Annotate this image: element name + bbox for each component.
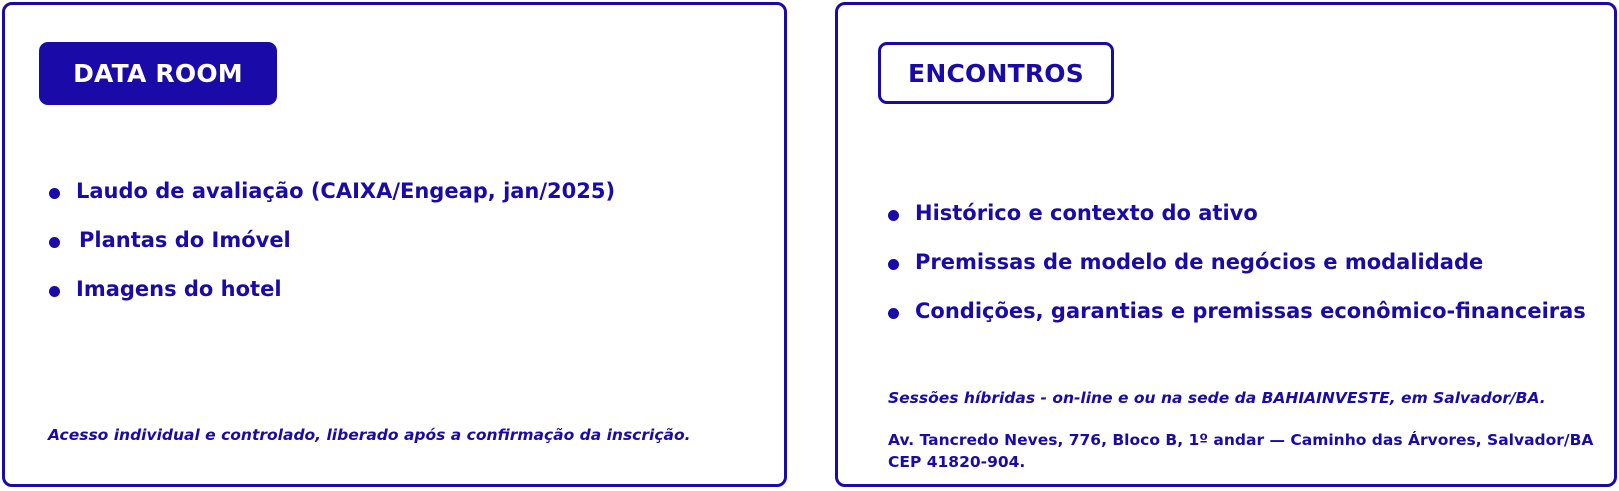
postal-code: CEP 41820-904. bbox=[888, 453, 1026, 471]
bullet-icon bbox=[49, 286, 60, 297]
sessions-note: Sessões híbridas - on-line e ou na sede da BAHIAINVESTE, em Salvador/BA. bbox=[888, 389, 1546, 407]
address-line: Av. Tancredo Neves, 776, Bloco B, 1º andar — Caminho das Árvores, Salvador/BA bbox=[888, 431, 1594, 449]
list-item-label: Histórico e contexto do ativo bbox=[915, 201, 1258, 225]
list-item-label: Premissas de modelo de negócios e modalidade bbox=[915, 250, 1484, 274]
list-item bbox=[49, 275, 615, 304]
bullet-icon bbox=[49, 188, 60, 199]
bullet-icon bbox=[888, 308, 899, 319]
bullet-icon bbox=[888, 210, 899, 221]
access-note: Acesso individual e controlado, liberado após a confirmação da inscrição. bbox=[48, 426, 691, 444]
bullet-icon bbox=[888, 259, 899, 270]
data-room-badge: DATA ROOM bbox=[39, 42, 277, 105]
data-room-list bbox=[49, 177, 615, 324]
list-item bbox=[49, 177, 615, 206]
list-item-label: Plantas do Imóvel bbox=[79, 228, 291, 252]
data-room-card bbox=[2, 2, 787, 487]
list-item-label: Condições, garantias e premissas econômico-financeiras bbox=[915, 299, 1586, 323]
list-item bbox=[49, 226, 615, 255]
encontros-badge: ENCONTROS bbox=[878, 42, 1114, 104]
list-item bbox=[888, 199, 1586, 228]
address-block bbox=[888, 429, 1593, 473]
list-item-label: Laudo de avaliação (CAIXA/Engeap, jan/2025) bbox=[76, 179, 616, 203]
encontros-card bbox=[835, 2, 1617, 487]
bullet-icon bbox=[49, 237, 60, 248]
encontros-list bbox=[888, 199, 1586, 346]
list-item bbox=[888, 297, 1586, 326]
list-item bbox=[888, 248, 1586, 277]
list-item-label: Imagens do hotel bbox=[76, 277, 282, 301]
